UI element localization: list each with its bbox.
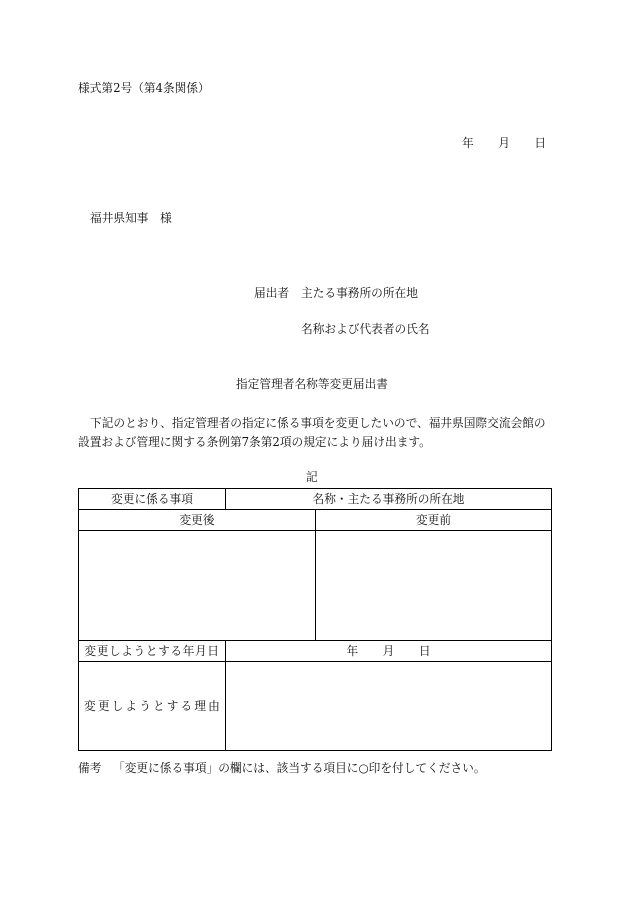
reason-label: 変更しようとする理由 bbox=[84, 699, 222, 713]
date-month-label: 月 bbox=[498, 136, 510, 150]
change-date-value-cell bbox=[225, 640, 552, 662]
item-value-cell bbox=[225, 488, 552, 510]
item-label-cell bbox=[78, 488, 226, 510]
change-date-label-cell bbox=[78, 640, 226, 662]
change-date-label: 変更しようとする年月日 bbox=[84, 644, 220, 658]
date-year-label: 年 bbox=[462, 136, 474, 150]
after-label-cell bbox=[78, 509, 316, 531]
before-label: 変更前 bbox=[415, 513, 452, 527]
reason-value-cell bbox=[225, 661, 552, 751]
form-number: 様式第2号（第4条関係） bbox=[78, 81, 210, 95]
ki-heading: 記 bbox=[306, 470, 318, 484]
before-label-cell bbox=[315, 509, 552, 531]
change-table bbox=[78, 488, 552, 751]
submission-date bbox=[462, 136, 546, 150]
after-value-cell bbox=[78, 530, 316, 641]
change-date-day-label: 日 bbox=[418, 644, 431, 658]
item-value: 名称・主たる事務所の所在地 bbox=[312, 492, 465, 506]
after-label: 変更後 bbox=[179, 513, 215, 527]
applicant-address-label: 主たる事務所の所在地 bbox=[301, 286, 418, 300]
before-value-cell bbox=[315, 530, 552, 641]
reason-label-cell bbox=[78, 661, 226, 751]
applicant-name-label: 名称および代表者の氏名 bbox=[301, 322, 430, 336]
date-day-label: 日 bbox=[534, 136, 547, 150]
addressee: 福井県知事 様 bbox=[90, 211, 172, 225]
change-date-value bbox=[346, 644, 430, 658]
change-date-month-label: 月 bbox=[382, 644, 395, 658]
item-label: 変更に係る事項 bbox=[111, 492, 193, 506]
body-text-line-1: 下記のとおり、指定管理者の指定に係る事項を変更したいので、福井県国際交流会館の bbox=[90, 416, 546, 430]
note-text: 「変更に係る事項」の欄には、該当する項目に○印を付してください。 bbox=[113, 761, 486, 775]
note-label: 備考 bbox=[78, 761, 102, 775]
body-text-line-2: 設置および管理に関する条例第7条第2項の規定により届け出ます。 bbox=[78, 435, 431, 449]
change-date-year-label: 年 bbox=[346, 644, 359, 658]
document-title: 指定管理者名称等変更届出書 bbox=[236, 377, 388, 391]
applicant-label: 届出者 bbox=[254, 286, 290, 300]
